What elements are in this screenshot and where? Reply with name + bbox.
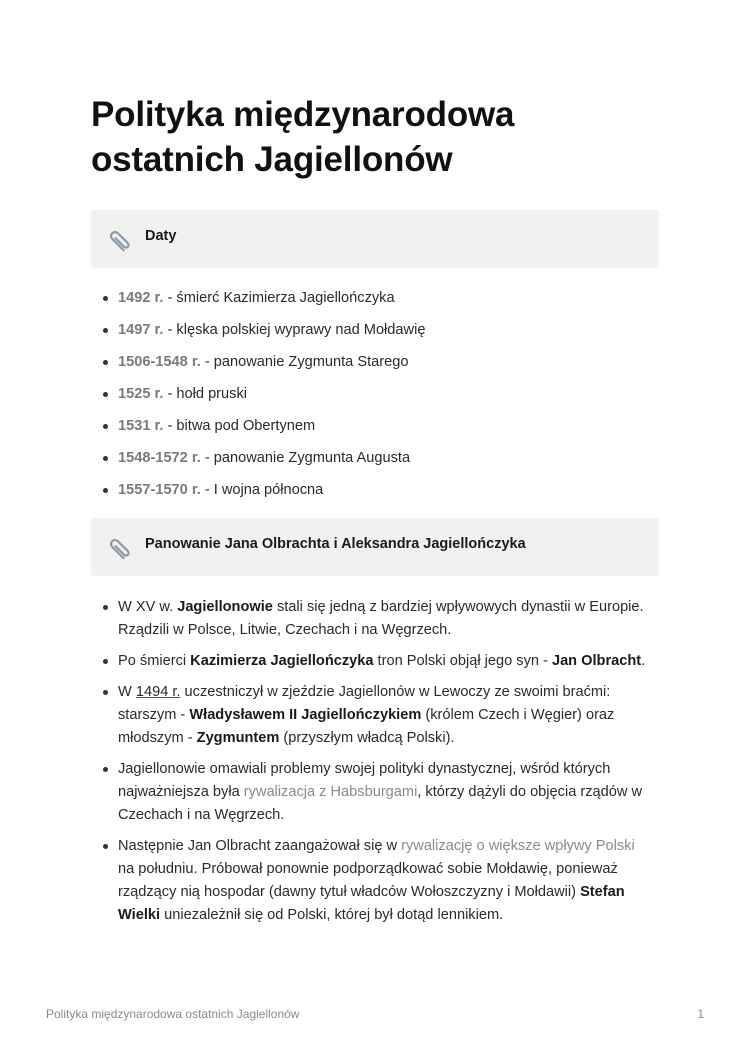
text-run: (królem Czech i Węgier) oraz młodszym - <box>118 707 615 746</box>
text-run: (przyszłym władcą Polski). <box>279 730 455 746</box>
text-run: stali się jedną z bardziej wpływowych dynastii w Europie. Rządzili w Polsce, Litwie, Czechach i na Węgrzech. <box>118 599 644 638</box>
text-run: tron Polski objął jego syn - <box>373 653 552 669</box>
bold-term: Jan Olbracht <box>551 653 642 669</box>
underlined-date: 1494 r. <box>135 684 181 700</box>
bold-term: Jagiellonowie <box>177 599 273 615</box>
date-label: 1548-1572 r. <box>118 450 201 466</box>
text-run: Jagiellonowie omawiali problemy swojej polityki dynastycznej, wśród których najważniejsza była <box>118 761 611 800</box>
list-item <box>100 481 425 513</box>
list-item <box>100 681 652 750</box>
list-item <box>100 758 652 827</box>
page-number: 1 <box>697 1007 704 1021</box>
text-run: W XV w. <box>118 599 178 615</box>
date-description: - klęska polskiej wyprawy nad Mołdawię <box>163 322 426 338</box>
date-label: 1531 r. <box>118 418 164 434</box>
text-run: uczestniczył w zjeździe Jagiellonów w Lewoczy ze swoimi braćmi: starszym - <box>118 684 611 723</box>
date-description: - hołd pruski <box>163 386 247 402</box>
list-item <box>100 385 425 417</box>
dates-list <box>100 289 425 513</box>
bold-term: Zygmuntem <box>196 730 280 746</box>
callout-reign <box>91 518 659 576</box>
callout-title-reign: Panowanie Jana Olbrachta i Aleksandra Jagiellończyka <box>145 536 526 552</box>
highlighted-term: rywalizację o większe wpływy Polski <box>401 838 635 854</box>
list-item <box>100 353 425 385</box>
date-label: 1492 r. <box>118 290 164 306</box>
list-item <box>100 835 652 927</box>
text-run: Następnie Jan Olbracht zaangażował się w <box>118 838 402 854</box>
list-item <box>100 596 652 642</box>
date-label: 1497 r. <box>118 322 164 338</box>
paperclip-icon <box>105 226 135 256</box>
bold-term: Władysławem II Jagiellończykiem <box>189 707 422 723</box>
date-description: - śmierć Kazimierza Jagiellończyka <box>163 290 395 306</box>
text-run: Po śmierci <box>118 653 191 669</box>
date-description: - bitwa pod Obertynem <box>163 418 316 434</box>
date-description: - panowanie Zygmunta Starego <box>200 354 409 370</box>
bold-term: Kazimierza Jagiellończyka <box>190 653 374 669</box>
date-label: 1557-1570 r. <box>118 482 201 498</box>
text-run: . <box>641 653 646 669</box>
text-run: W <box>118 684 136 700</box>
list-item <box>100 417 425 449</box>
list-item <box>100 321 425 353</box>
bold-term: Stefan Wielki <box>118 884 625 923</box>
date-label: 1506-1548 r. <box>118 354 201 370</box>
reign-list <box>100 596 652 935</box>
date-description: - I wojna północna <box>200 482 324 498</box>
text-run: , którzy dążyli do objęcia rządów w Czechach i na Węgrzech. <box>118 784 643 823</box>
list-item <box>100 650 652 673</box>
callout-dates <box>91 210 659 268</box>
callout-title-dates: Daty <box>145 228 177 244</box>
highlighted-term: rywalizacja z Habsburgami <box>243 784 418 800</box>
text-run: uniezależnił się od Polski, której był dotąd lennikiem. <box>160 907 504 923</box>
date-description: - panowanie Zygmunta Augusta <box>200 450 411 466</box>
list-item <box>100 289 425 321</box>
text-run: na południu. Próbował ponownie podporządkować sobie Mołdawię, ponieważ rządzący nią hospodar (dawny tytuł władców Wołoszczyzny i Mołdawii) <box>118 861 618 900</box>
date-label: 1525 r. <box>118 386 164 402</box>
footer-title: Polityka międzynarodowa ostatnich Jagiellonów <box>46 1007 300 1021</box>
list-item <box>100 449 425 481</box>
page-title: Polityka międzynarodowa ostatnich Jagiellonów <box>91 95 515 179</box>
paperclip-icon <box>105 534 135 564</box>
